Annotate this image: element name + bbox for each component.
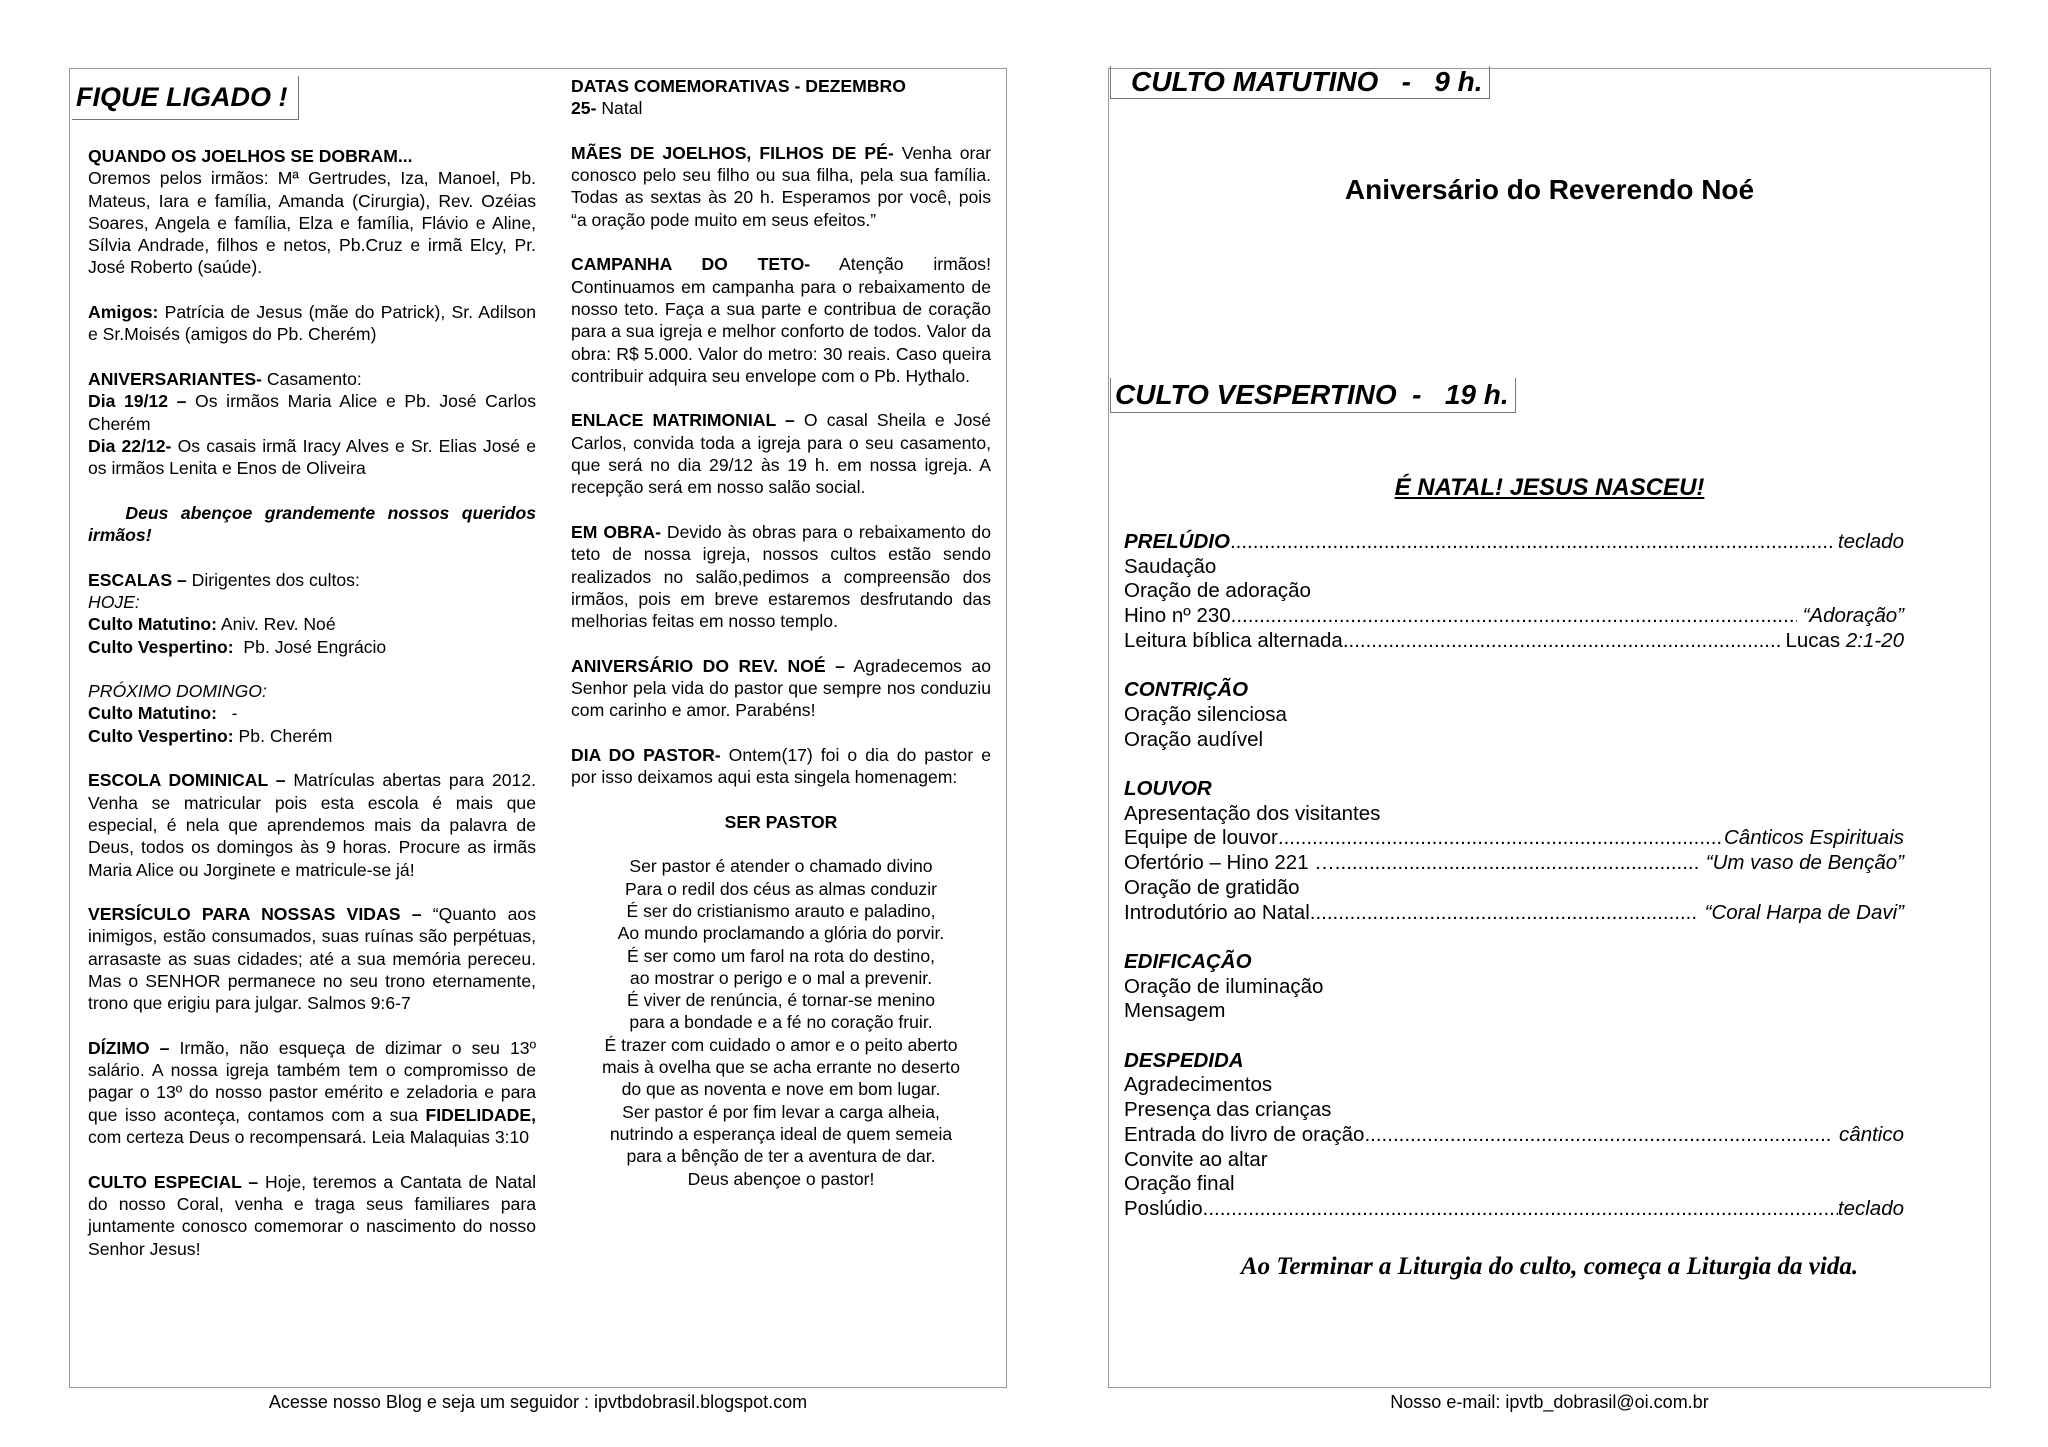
poem-line: Ser pastor é por fim levar a carga alheia, — [622, 1101, 940, 1122]
liturgy-item: Oração de adoração — [1124, 579, 1311, 603]
liturgy-item: Leitura bíblica alternada ..... Lucas 2:1-20 — [1124, 629, 1904, 654]
evening-service-banner: CULTO VESPERTINO - 19 h. — [1110, 378, 1516, 413]
poem-line: ao mostrar o perigo e o mal a prevenir. — [629, 967, 933, 988]
poem-line: mais à ovelha que se acha errante no deserto — [602, 1057, 960, 1078]
liturgy-item: Saudação — [1124, 554, 1217, 578]
liturgy-item: Equipe de louvor ..... Cânticos Espirituais — [1124, 826, 1904, 851]
anniversary-title: Aniversário do Reverendo Noé — [1344, 174, 1755, 205]
liturgy-item: Ofertório – Hino 221 … ..... “Um vaso de Benção” — [1124, 851, 1904, 876]
next-sunday-notice: PRÓXIMO DOMINGO: Culto Matutino: - Culto Vespertino: Pb. Cherém — [88, 681, 333, 746]
email-footer: Nosso e-mail: ipvtb_dobrasil@oi.com.br — [1390, 1392, 1709, 1412]
liturgy-section: EDIFICAÇÃO — [1124, 949, 1252, 973]
christmas-title: É NATAL! JESUS NASCEU! — [1394, 474, 1705, 501]
liturgy-section: CONTRIÇÃO — [1124, 678, 1249, 702]
morning-service-banner: CULTO MATUTINO - 9 h. — [1110, 66, 1490, 99]
poem-line: É ser do cristianismo arauto e paladino, — [626, 900, 936, 921]
left-column-1 — [88, 145, 541, 1282]
left-column-2 — [571, 75, 991, 1190]
poem-line: É ser como um farol na rota do destino, — [626, 945, 936, 966]
special-service-notice: CULTO ESPECIAL – Hoje, teremos a Cantata de Natal do nosso Coral, venha e traga seus familiares para juntamente conosco comemorar o nascimento do nosso Senhor Jesus! — [88, 1171, 536, 1259]
prayer-notice: QUANDO OS JOELHOS SE DOBRAM... Oremos pelos irmãos: Mª Gertrudes, Iza, Manoel, Pb. Mateus, Iara e família, Amanda (Cirurgia), Rev. Ozéias Soares, Angela e família, Elza e família, Flávio e Aline, Sílvia Andrade, filhos e netos, Pb.Cruz e irmã Elcy, Pr. José Roberto (saúde). — [88, 146, 536, 278]
poem-line: nutrindo a esperança ideal de quem semeia — [609, 1123, 953, 1144]
anniversaries-notice: ANIVERSARIANTES- Casamento: Dia 19/12 – Os irmãos Maria Alice e Pb. José Carlos Cherém Dia 22/12- Os casais irmã Iracy Alves e Sr. Elias José e os irmãos Lenita e Enos de Oliveira — [88, 368, 537, 479]
liturgy-item: Convite ao altar — [1124, 1147, 1268, 1171]
liturgy-item: Introdutório ao Natal ..... “Coral Harpa de Davi” — [1124, 901, 1904, 926]
liturgy-item: Oração de gratidão — [1124, 875, 1300, 899]
verse-notice: VERSÍCULO PARA NOSSAS VIDAS – “Quanto aos inimigos, estão consumados, suas ruínas são perpétuas, arrasaste as suas cidades; até a sua memória pereceu. Mas o SENHOR permanece no seu trono eternamente, trono que erigiu para julgar. Salmos 9:6-7 — [88, 904, 536, 1014]
wedding-notice: ENLACE MATRIMONIAL – O casal Sheila e José Carlos, convida toda a igreja para o seu casamento, que será no dia 29/12 às 19 h. em nossa igreja. A recepção será em nosso salão social. — [571, 410, 991, 498]
mothers-notice: MÃES DE JOELHOS, FILHOS DE PÉ- Venha orar conosco pelo seu filho ou sua filha, pela sua família. Todas as sextas às 20 h. Esperamos por você, pois “a oração pode muito em seus efeitos.” — [571, 142, 991, 230]
liturgy-section: LOUVOR — [1124, 777, 1212, 800]
fique-ligado-header: FIQUE LIGADO ! — [72, 76, 299, 120]
liturgy-item: Mensagem — [1124, 999, 1226, 1023]
tithe-notice: DÍZIMO – Irmão, não esqueça de dizimar o seu 13º salário. A nossa igreja também tem o compromisso de pagar o 13º do nosso pastor emérito e zeladoria e para que isso aconteça, contamos com a sua FIDELIDADE, com certeza Deus o recompensará. Leia Malaquias 3:10 — [88, 1037, 536, 1148]
poem-line: É trazer com cuidado o amor e o peito aberto — [604, 1034, 958, 1055]
poem-line: para a bondade e a fé no coração fruir. — [629, 1012, 933, 1033]
liturgy-item: PRELÚDIO ..... teclado — [1124, 530, 1904, 555]
poem-line: Deus abençoe o pastor! — [687, 1168, 875, 1189]
liturgy-item: Oração final — [1124, 1172, 1235, 1196]
liturgy-item: Oração de iluminação — [1124, 974, 1324, 998]
poem-title: SER PASTOR — [724, 811, 838, 832]
blessing-text: Deus abençoe grandemente nossos queridos irmãos! — [88, 502, 541, 546]
liturgy-item: Oração audível — [1124, 727, 1264, 751]
liturgy-quote: Ao Terminar a Liturgia do culto, começa a Liturgia da vida. — [1240, 1253, 1859, 1280]
dates-notice: DATAS COMEMORATIVAS - DEZEMBRO 25- Natal — [571, 76, 906, 119]
poem-line: Ao mundo proclamando a glória do porvir. — [617, 923, 945, 944]
poem-line: Ser pastor é atender o chamado divino — [629, 856, 933, 877]
blog-footer: Acesse nosso Blog e seja um seguidor : ipvtbdobrasil.blogspot.com — [268, 1392, 808, 1412]
pastor-day-notice: DIA DO PASTOR- Ontem(17) foi o dia do pastor e por isso deixamos aqui esta singela homenagem: — [571, 744, 991, 788]
pastor-birthday-notice: ANIVERSÁRIO DO REV. NOÉ – Agradecemos ao Senhor pela vida do pastor que sempre nos conduziu com carinho e amor. Parabéns! — [571, 655, 991, 721]
friends-notice: Amigos: Patrícia de Jesus (mãe do Patrick), Sr. Adilson e Sr.Moisés (amigos do Pb. Cherém) — [88, 302, 536, 345]
poem-line: Para o redil dos céus as almas conduzir — [625, 878, 937, 899]
liturgy-item: Entrada do livro de oração ..... cântico — [1124, 1123, 1904, 1148]
liturgy-section: DESPEDIDA — [1124, 1048, 1244, 1072]
poem — [571, 855, 991, 1189]
construction-notice: EM OBRA- Devido às obras para o rebaixamento do teto de nossa igreja, nossos cultos estão sendo realizados no salão,pedimos a compreensão dos irmãos, pois em breve estaremos desfrutando das melhorias feitas em nosso templo. — [571, 521, 991, 632]
liturgy-item: Apresentação dos visitantes — [1124, 801, 1381, 825]
liturgy-item: Presença das crianças — [1124, 1098, 1332, 1122]
liturgy-item: Agradecimentos — [1124, 1073, 1273, 1097]
liturgy-order — [1124, 530, 1904, 1222]
sunday-school-notice: ESCOLA DOMINICAL – Matrículas abertas para 2012. Venha se matricular pois esta escola é mais que especial, é nela que aprendemos mais da palavra de Deus, todos os domingos às 9 horas. Procure as irmãs Maria Alice ou Jorginete e matricule-se já! — [88, 770, 537, 880]
liturgy-item: Poslúdio ..... teclado — [1124, 1197, 1904, 1222]
schedules-notice: ESCALAS – Dirigentes dos cultos: HOJE: Culto Matutino: Aniv. Rev. Noé Culto Vespertino: Pb. José Engrácio — [88, 569, 387, 657]
poem-line: É viver de renúncia, é tornar-se menino — [626, 990, 936, 1011]
poem-line: do que as noventa e nove em bom lugar. — [621, 1079, 941, 1100]
poem-line: para a bênção de ter a aventura de dar. — [626, 1146, 936, 1167]
roof-campaign-notice: CAMPANHA DO TETO- Atenção irmãos! Continuamos em campanha para o rebaixamento de nosso teto. Faça a sua parte e contribua de coração para a sua igreja e melhor conforto de todos. Valor da obra: R$ 5.000. Valor do metro: 30 reais. Caso queira contribuir adquira seu envelope com o Pb. Hythalo. — [571, 254, 991, 386]
liturgy-item: Hino nº 230 ..... “Adoração” — [1124, 604, 1904, 629]
liturgy-item: Oração silenciosa — [1124, 702, 1287, 726]
